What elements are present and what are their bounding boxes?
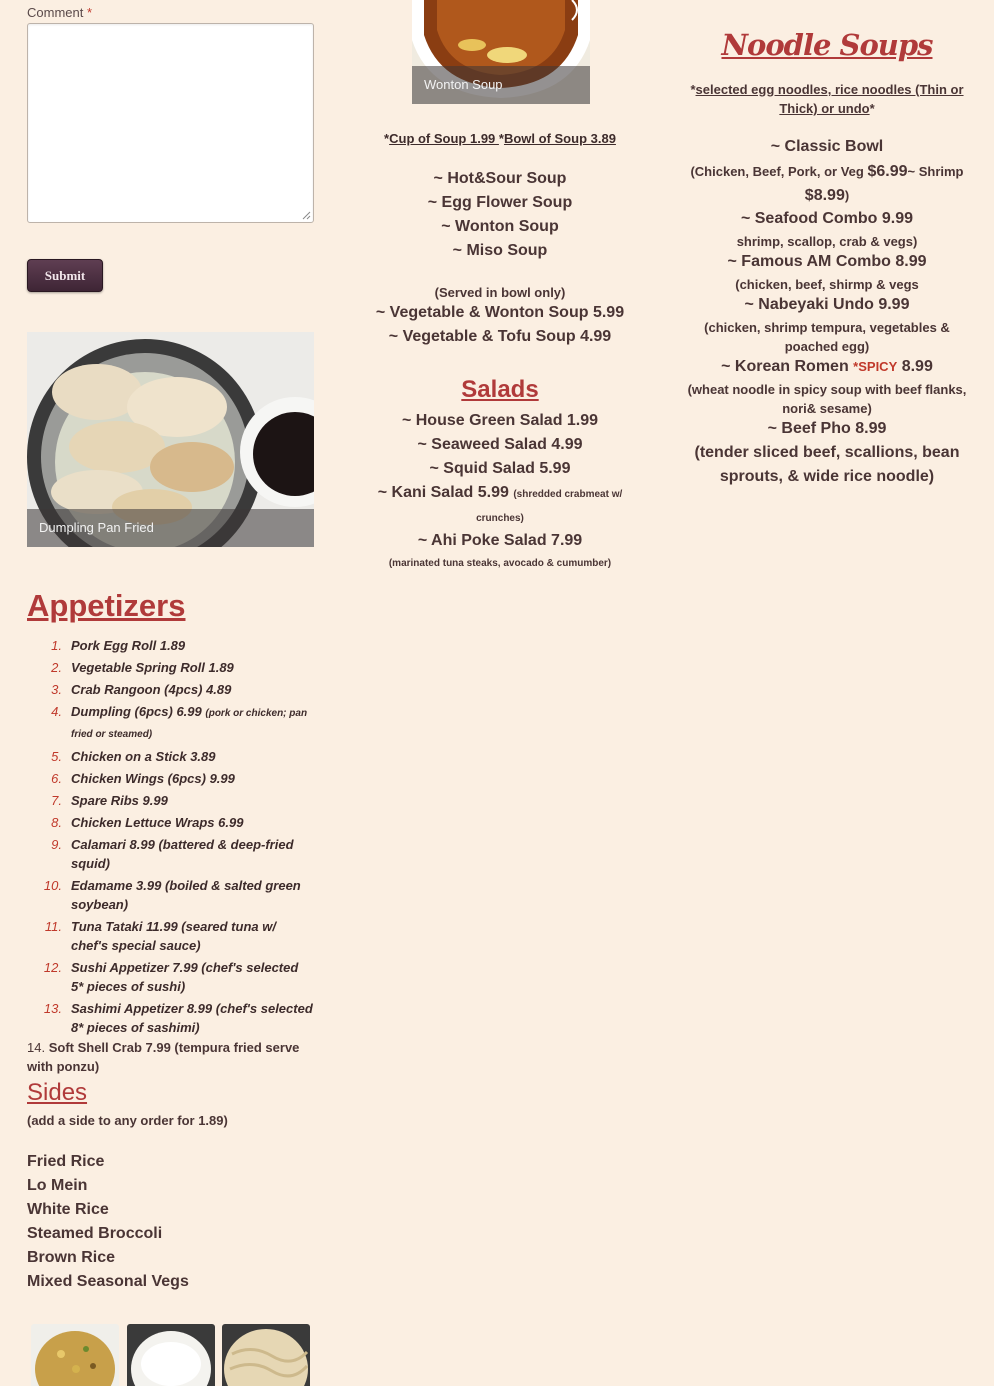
side-item: Lo Mein [27, 1177, 88, 1194]
famous-am-combo: ~ Famous AM Combo 8.99 [727, 253, 927, 270]
beef-pho-desc: (tender sliced beef, scallions, bean sprouts, & wide rice noodle) [694, 444, 960, 485]
kani-salad-text: ~ Kani Salad 5.99 [377, 484, 514, 501]
appetizer-14-number: 14. [27, 1040, 46, 1055]
dumpling-photo[interactable] [27, 332, 314, 547]
sides-title: Sides [27, 1079, 88, 1106]
comment-textarea[interactable] [27, 23, 314, 223]
appetizer-item [27, 702, 314, 744]
appetizer-note: (pork or chicken; pan fried or steamed) [71, 708, 308, 740]
beef-pho: ~ Beef Pho 8.99 [767, 420, 887, 437]
famous-am-combo-desc: (chicken, beef, shirmp & vegs [735, 277, 919, 292]
comment-label-text: Comment [27, 5, 84, 20]
noodle-soups-title: Noodle Soups [721, 28, 933, 62]
appetizer-item [27, 876, 314, 914]
salad-item: ~ House Green Salad 1.99 [401, 412, 599, 429]
appetizer-number: 4. [51, 704, 62, 719]
classic-desc-b: ~ Shrimp [907, 164, 964, 179]
appetizer-number: 11. [44, 919, 62, 934]
appetizer-number: 8. [51, 815, 62, 830]
appetizer-item [27, 835, 314, 873]
kani-salad-note: (shredded crabmeat w/ crunches) [476, 489, 623, 524]
submit-button[interactable]: Submit [27, 259, 103, 292]
bowl-soup-item: ~ Vegetable & Tofu Soup 4.99 [388, 328, 612, 345]
salads-title: Salads [461, 376, 539, 403]
appetizer-text: Dumpling (6pcs) 6.99 [71, 704, 206, 719]
appetizers-list [27, 636, 314, 1040]
salad-item [360, 481, 640, 529]
classic-bowl-desc: (Chicken, Beef, Pork, or Veg $6.99~ Shrimp $8.99) [690, 163, 964, 204]
soup-price-line: *Cup of Soup 1.99 *Bowl of Soup 3.89 [384, 131, 616, 146]
appetizer-number: 12. [43, 960, 62, 975]
appetizer-number: 6. [51, 771, 62, 786]
salad-item: ~ Squid Salad 5.99 [429, 460, 571, 477]
cup-of-soup-price: Cup of Soup 1.99 [389, 131, 499, 146]
noodle-intro-text: selected egg noodles, rice noodles (Thin or Thick) or undo [695, 82, 964, 116]
appetizer-item [27, 747, 314, 766]
appetizer-number: 7. [51, 793, 62, 808]
appetizer-text: Tuna Tataki 11.99 (seared tuna w/ chef's special sauce) [71, 919, 276, 953]
appetizer-text: Sushi Appetizer 7.99 (chef's selected 5* pieces of sushi) [71, 960, 299, 994]
appetizer-number: 3. [51, 682, 62, 697]
nabeyaki-undo: ~ Nabeyaki Undo 9.99 [744, 296, 910, 313]
side-item: Steamed Broccoli [27, 1225, 163, 1242]
fried-rice-thumbnail[interactable] [31, 1324, 119, 1386]
korean-romen [684, 355, 970, 379]
fried-rice-image [31, 1324, 119, 1386]
side-item: Fried Rice [27, 1153, 105, 1170]
ahi-salad-note: (marinated tuna steaks, avocado & cumumber) [388, 558, 612, 569]
wonton-caption: Wonton Soup [412, 66, 590, 104]
appetizer-text: Calamari 8.99 (battered & deep-fried squid) [71, 837, 294, 871]
dumpling-caption: Dumpling Pan Fried [27, 509, 314, 547]
appetizer-item-14 [27, 1038, 314, 1076]
korean-romen-text: ~ Korean Romen [721, 358, 854, 375]
soup-item: ~ Miso Soup [452, 242, 548, 259]
appetizer-number: 13. [43, 1001, 62, 1016]
soup-item: ~ Egg Flower Soup [427, 194, 573, 211]
required-mark: * [86, 5, 93, 20]
bowl-of-soup-price: Bowl of Soup 3.89 [503, 131, 616, 146]
appetizer-text: Edamame 3.99 (boiled & salted green soybean) [71, 878, 301, 912]
appetizer-text: Pork Egg Roll 1.89 [71, 638, 186, 653]
bowl-only-note: (Served in bowl only) [434, 285, 566, 300]
salad-item: ~ Ahi Poke Salad 7.99 [417, 532, 583, 549]
soup-item: ~ Hot&Sour Soup [433, 170, 567, 187]
appetizers-title: Appetizers [27, 588, 186, 623]
appetizer-text: Chicken Wings (6pcs) 9.99 [71, 771, 235, 786]
appetizer-number: 10. [43, 878, 62, 893]
appetizer-text: Chicken on a Stick 3.89 [71, 749, 216, 764]
wonton-photo[interactable] [412, 0, 590, 104]
soup-item: ~ Wonton Soup [441, 218, 559, 235]
white-rice-image [127, 1324, 215, 1386]
noodle-intro: *selected egg noodles, rice noodles (Thin or Thick) or undo* [690, 82, 964, 116]
appetizer-item [27, 958, 314, 996]
white-rice-thumbnail[interactable] [127, 1324, 215, 1386]
appetizer-text: Sashimi Appetizer 8.99 (chef's selected 8* pieces of sashimi) [71, 1001, 313, 1035]
nabeyaki-undo-desc: (chicken, shrimp tempura, vegetables & poached egg) [704, 320, 950, 354]
appetizer-number: 1. [51, 638, 62, 653]
bowl-soup-item: ~ Vegetable & Wonton Soup 5.99 [375, 304, 625, 321]
appetizer-text: Crab Rangoon (4pcs) 4.89 [71, 682, 232, 697]
appetizer-item [27, 769, 314, 788]
appetizer-item [27, 658, 314, 677]
lo-mein-thumbnail[interactable] [222, 1324, 310, 1386]
salad-item: ~ Seaweed Salad 4.99 [417, 436, 583, 453]
comment-label [27, 5, 92, 20]
shrimp-price: $8.99 [804, 187, 845, 204]
appetizer-item [27, 999, 314, 1037]
korean-romen-desc: (wheat noodle in spicy soup with beef flanks, nori& sesame) [687, 382, 967, 416]
appetizer-number: 5. [51, 749, 62, 764]
soup-list [370, 167, 630, 263]
appetizer-text: Chicken Lettuce Wraps 6.99 [71, 815, 244, 830]
spicy-tag: *SPICY [853, 359, 898, 374]
classic-bowl: ~ Classic Bowl [770, 138, 884, 155]
appetizer-item [27, 680, 314, 699]
classic-price: $6.99 [867, 163, 908, 180]
appetizer-text: Vegetable Spring Roll 1.89 [71, 660, 234, 675]
lo-mein-image [222, 1324, 310, 1386]
bowl-soup-list [360, 301, 640, 349]
salad-list [360, 409, 640, 574]
sides-list [27, 1150, 189, 1294]
side-item: Mixed Seasonal Vegs [27, 1273, 189, 1290]
side-item: Brown Rice [27, 1249, 116, 1266]
classic-desc-a: (Chicken, Beef, Pork, or Veg [690, 164, 868, 179]
appetizer-item [27, 917, 314, 955]
appetizer-text: Spare Ribs 9.99 [71, 793, 168, 808]
korean-romen-price: 8.99 [897, 358, 933, 375]
side-item: White Rice [27, 1201, 109, 1218]
seafood-combo: ~ Seafood Combo 9.99 [740, 210, 914, 227]
resize-grip-icon[interactable] [302, 211, 311, 220]
sides-note: (add a side to any order for 1.89) [27, 1113, 228, 1128]
appetizer-number: 2. [51, 660, 62, 675]
appetizer-item [27, 791, 314, 810]
appetizer-14-text: Soft Shell Crab 7.99 (tempura fried serve with ponzu) [27, 1040, 300, 1074]
appetizer-item [27, 636, 314, 655]
seafood-combo-desc: shrimp, scallop, crab & vegs) [736, 234, 918, 249]
appetizer-item [27, 813, 314, 832]
appetizer-number: 9. [51, 837, 62, 852]
